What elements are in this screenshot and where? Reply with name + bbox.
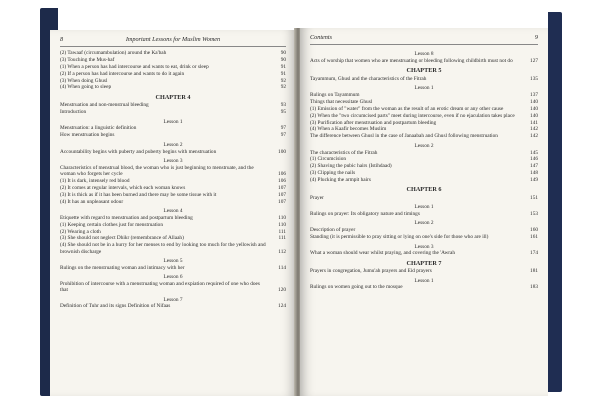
toc-entry [310,113,538,119]
entry-text: (4) She should not be in a hurry for her menses to end by looking too much for the yellowish and brownish discharge [60,242,266,255]
toc-entry [60,265,286,271]
entry-page-number: 146 [530,156,538,163]
entry-text: CHAPTER 5 [406,67,442,75]
entry-page-number: 97 [280,132,286,139]
lesson-heading [60,142,286,148]
entry-page-number: 140 [530,105,538,112]
entry-text: Rulings on prayer: Its obligatory nature and timings [310,211,420,218]
entry-text: (2) Shaving the pubic hairs (Istihdaad) [310,163,392,170]
left-page-header [60,36,286,47]
lesson-heading [310,220,538,226]
entry-page-number: 148 [530,170,538,177]
entry-page-number: 140 [530,112,538,119]
entry-text: (1) It is dark, intensely red blood [60,177,130,184]
entry-page-number: 93 [280,102,286,109]
entry-text: Acts of worship that women who are menstruating or bleeding following childbirth must not do [310,57,513,64]
right-contents-list [310,48,538,291]
entry-page-number: 140 [530,98,538,105]
entry-text: Lesson 2 [414,142,434,149]
toc-entry [60,215,286,221]
entry-text: Prayer [310,194,324,201]
toc-entry [60,71,286,77]
entry-page-number: 174 [530,250,538,257]
entry-text: Standing (it is permissible to pray sitting or lying on one's side for those who are ill) [310,234,489,241]
entry-text: (2) Wearing a cloth [60,228,101,235]
entry-page-number: 107 [278,184,286,191]
entry-text: The difference between Ghusl in the case of Janaabah and Ghusl following menstruation [310,133,498,140]
toc-entry [60,185,286,191]
entry-page-number: 135 [530,75,538,82]
toc-entry [310,177,538,183]
toc-entry [60,64,286,70]
toc-entry [60,132,286,138]
entry-text: Lesson 5 [163,257,183,264]
lesson-heading [310,85,538,91]
entry-text: Prohibition of intercourse with a menstruating woman and expiation required of one who does that [60,280,260,294]
entry-text: Definition of Tuhr and its signs Definition of Nifaas [60,303,171,310]
entry-text: Lesson 4 [163,207,183,214]
toc-entry [60,165,286,178]
entry-text: Etiquette with regard to menstruation and postpartum bleeding [60,214,193,221]
entry-page-number: 153 [530,211,538,218]
toc-entry [60,178,286,184]
entry-text: Menstruation and non-menstrual bleeding [60,102,149,109]
toc-entry [60,102,286,108]
entry-text: (1) When a person has had intercourse and wants to eat, drink or sleep [60,63,209,70]
entry-page-number: 137 [530,91,538,98]
chapter-heading [310,260,538,268]
entry-page-number: 183 [530,284,538,291]
entry-page-number: 95 [280,109,286,116]
entry-page-number: 91 [280,63,286,70]
toc-entry [60,222,286,228]
toc-entry [310,76,538,82]
entry-page-number: 181 [530,268,538,275]
toc-entry [310,268,538,274]
entry-text: Rulings on women going out to the mosque [310,284,403,291]
lesson-heading [60,119,286,125]
toc-entry [60,235,286,241]
entry-page-number: 90 [280,50,286,56]
entry-text: Prayers in congregation, Jumu'ah prayers and Eid prayers [310,268,432,275]
toc-entry [60,192,286,198]
toc-entry [310,156,538,162]
entry-text: (3) When doing Ghusl [60,77,108,84]
left-page [50,30,296,396]
toc-entry [310,227,538,233]
toc-entry [310,99,538,105]
entry-page-number: 120 [278,287,286,294]
toc-entry [310,92,538,98]
entry-page-number: 147 [530,163,538,170]
entry-text: CHAPTER 6 [406,186,442,194]
entry-text: Lesson 2 [163,141,183,148]
right-page-header [310,34,538,45]
entry-text: (4) It has an unpleasant odour [60,198,124,205]
toc-entry [310,58,538,64]
entry-text: Lesson 8 [414,51,434,57]
left-running-title: Important Lessons for Muslim Women [125,36,221,43]
chapter-heading [310,67,538,75]
entry-page-number: 110 [278,221,286,228]
entry-text: CHAPTER 4 [155,93,191,101]
entry-page-number: 141 [530,119,538,126]
entry-page-number: 142 [530,126,538,133]
entry-text: Rulings on Tayammum [310,91,360,98]
left-page-number: 8 [60,36,64,43]
entry-text: Lesson 3 [163,157,183,164]
entry-text: (3) Touching the Mus-haf [60,56,115,63]
entry-text: How menstruation begins [60,132,115,139]
entry-text: (4) When a Kaafir becomes Muslim [310,126,387,133]
toc-entry [60,78,286,84]
entry-text: Rulings on the menstruating woman and intimacy with her [60,264,185,271]
right-page [300,28,548,396]
entry-page-number: 127 [530,57,538,64]
toc-entry [310,284,538,290]
entry-page-number: 90 [280,56,286,63]
toc-entry [310,170,538,176]
toc-entry [60,84,286,90]
entry-text: Lesson 1 [163,118,183,125]
entry-text: (2) If a person has had intercourse and wants to do it again [60,70,185,77]
entry-page-number: 114 [278,264,286,271]
entry-text: (4) When going to sleep [60,84,112,91]
entry-text: Tayammum, Ghusl and the characteristics of the Fitrah [310,75,427,82]
entry-text: Introduction [60,109,87,116]
entry-text: Accountability begins with puberty and puberty begins with menstruation [60,148,217,155]
entry-page-number: 92 [280,77,286,84]
lesson-heading [310,204,538,210]
entry-text: (2) It comes at regular intervals, which each woman knows [60,184,186,191]
entry-text: The characteristics of the Fitrah [310,149,378,156]
lesson-heading [60,274,286,280]
entry-page-number: 91 [280,70,286,77]
entry-page-number: 149 [530,177,538,184]
entry-text: (3) It is thick as if it has been burned and there may be some tissue with it [60,191,217,198]
toc-entry [60,109,286,115]
toc-entry [60,303,286,309]
toc-entry [310,163,538,169]
entry-text: CHAPTER 7 [406,259,442,267]
entry-page-number: 145 [530,149,538,156]
entry-text: Lesson 1 [414,204,434,211]
entry-text: (2) Tawaaf (circumambulation) around the Ka'bah [60,50,167,56]
entry-page-number: 92 [280,84,286,91]
entry-text: Description of prayer [310,227,356,234]
entry-text: (3) Purification after menstruation and postpartum bleeding [310,119,437,126]
chapter-heading [310,186,538,194]
entry-page-number: 161 [530,234,538,241]
toc-entry [310,195,538,201]
left-contents-list [60,50,286,310]
lesson-heading [60,158,286,164]
entry-text: (1) Emission of "water" from the woman as the result of an erotic dream or any other cause [310,105,504,112]
entry-page-number: 160 [530,227,538,234]
toc-entry [310,234,538,240]
toc-entry [60,149,286,155]
toc-entry [310,150,538,156]
entry-page-number: 106 [278,177,286,184]
toc-entry [310,250,538,256]
entry-page-number: 107 [278,198,286,205]
entry-page-number: 142 [530,133,538,140]
right-page-number: 9 [534,34,538,41]
entry-text: (3) Clipping the nails [310,170,356,177]
entry-text: What a woman should wear whilst praying, and covering the 'Awrah [310,250,456,257]
lesson-heading [310,51,538,57]
lesson-heading [60,258,286,264]
toc-entry [310,133,538,139]
lesson-heading [310,143,538,149]
toc-entry [60,242,286,255]
entry-page-number: 111 [278,228,286,235]
entry-text: Characteristics of menstrual blood, the woman who is just beginning to menstruate, and the woman who forgets her cycle [60,164,254,177]
entry-page-number: 100 [278,148,286,155]
toc-entry [310,120,538,126]
lesson-heading [60,208,286,214]
entry-page-number: 110 [278,214,286,221]
entry-text: (3) She should not neglect Dhikr (remembrance of Allaah) [60,235,184,242]
entry-page-number: 111 [278,235,286,242]
entry-page-number: 97 [280,125,286,132]
toc-entry [310,126,538,132]
entry-page-number: 112 [278,248,286,255]
toc-entry [310,211,538,217]
entry-text: Lesson 7 [163,296,183,303]
entry-page-number: 151 [530,194,538,201]
toc-entry [60,57,286,63]
entry-page-number: 124 [278,303,286,310]
entry-text: Menstruation: a linguistic definition [60,125,137,132]
toc-entry [60,281,286,294]
entry-text: Lesson 1 [414,277,434,284]
entry-page-number: 106 [278,170,286,177]
entry-text: (4) Plucking the armpit hairs [310,177,371,184]
lesson-heading [310,244,538,250]
entry-text: Things that necessitate Ghusl [310,98,373,105]
toc-entry [60,199,286,205]
right-running-title: Contents [310,34,333,41]
entry-text: (1) Circumcision [310,156,347,163]
lesson-heading [310,278,538,284]
toc-entry [310,106,538,112]
entry-text: (2) When the "two circumcised parts" meet during intercourse, even if no ejaculation takes place [310,112,515,119]
entry-text: Lesson 2 [414,220,434,227]
lesson-heading [60,297,286,303]
toc-entry [60,125,286,131]
book-cover-right [548,12,562,392]
chapter-heading [60,94,286,102]
entry-page-number: 107 [278,191,286,198]
toc-entry [60,50,286,56]
entry-text: Lesson 6 [163,274,183,281]
entry-text: Lesson 1 [414,85,434,92]
toc-entry [60,229,286,235]
entry-text: Lesson 3 [414,243,434,250]
entry-text: (1) Keeping certain clothes just for menstruation [60,221,163,228]
